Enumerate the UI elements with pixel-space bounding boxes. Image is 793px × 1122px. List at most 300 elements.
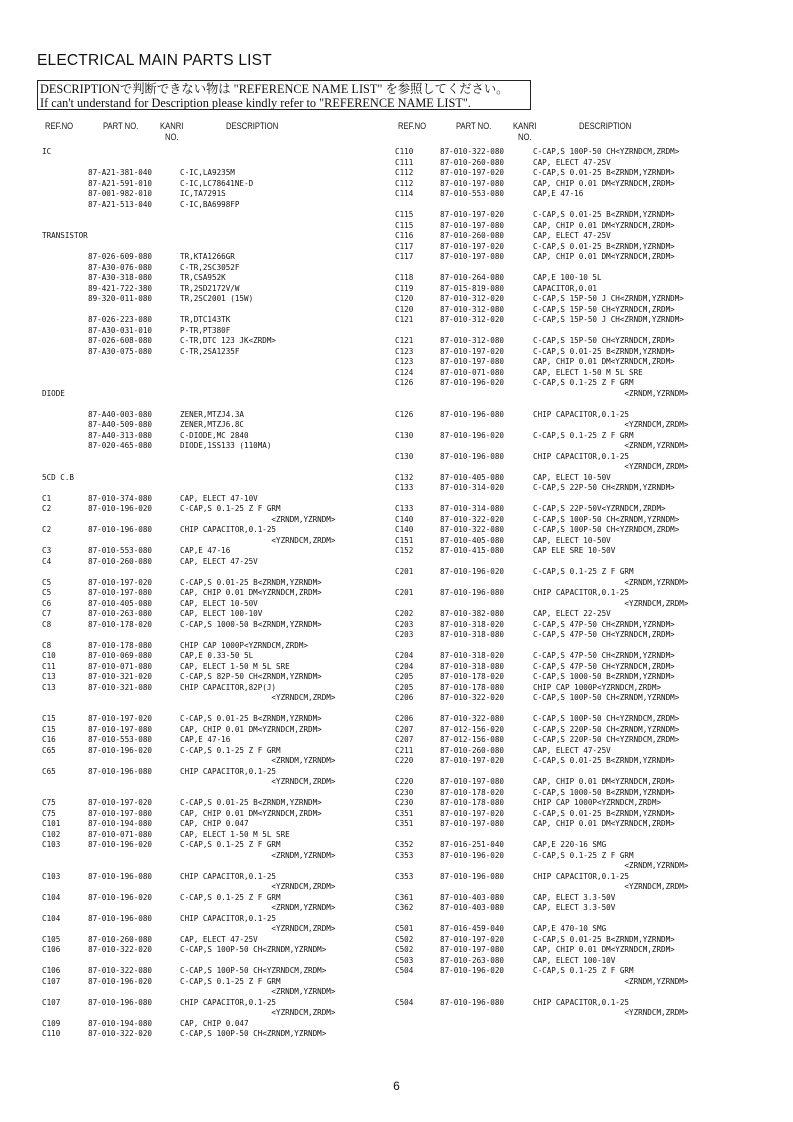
- row-part-no: 87-A40-313-080: [88, 430, 153, 440]
- row-description: C-IC,LC78641NE-D: [180, 178, 254, 188]
- row-part-no: 87-010-322-080: [440, 714, 505, 723]
- row-description: <ZRNDM,YZRNDM>: [533, 861, 689, 870]
- row-ref-no: C102: [42, 829, 61, 839]
- row-ref-no: C121: [395, 336, 414, 345]
- row-ref-no: C132: [395, 472, 414, 482]
- row-part-no: 87-010-312-020: [440, 315, 505, 324]
- row-description: C-CAP,S 0.1-25 Z F GRM: [180, 840, 281, 849]
- parts-row: [395, 567, 755, 578]
- row-description: <YZRNDCM,ZRDM>: [533, 882, 689, 891]
- row-ref-no: C361: [395, 892, 414, 902]
- row-description: <ZRNDM,YZRNDM>: [533, 388, 689, 398]
- row-ref-no: C6: [42, 598, 52, 608]
- row-ref-no: C362: [395, 903, 414, 912]
- parts-row: [37, 1008, 387, 1019]
- row-description: P-TR,PT380F: [180, 325, 231, 335]
- parts-row: [395, 777, 755, 788]
- row-part-no: 87-010-196-080: [88, 997, 153, 1007]
- parts-row: [395, 179, 755, 190]
- parts-row: [37, 357, 387, 368]
- row-description: C-CAP,S 100P-50 CH<ZRNDM,YZRNDM>: [180, 945, 327, 954]
- row-part-no: 87-010-196-020: [440, 850, 505, 860]
- parts-row: [395, 158, 755, 169]
- row-part-no: 87-A21-591-010: [88, 178, 153, 188]
- row-description: <YZRNDCM,ZRDM>: [533, 462, 689, 471]
- row-description: TR,2SD2172V/W: [180, 283, 240, 293]
- row-description: CAP, ELECT 10-50V: [180, 598, 258, 608]
- row-ref-no: C220: [395, 756, 414, 765]
- row-description: C-CAP,S 1000-50 B<ZRNDM,YZRNDM>: [180, 619, 322, 629]
- row-part-no: 87-010-553-080: [440, 189, 505, 198]
- row-ref-no: C103: [42, 840, 61, 849]
- parts-row: [395, 557, 755, 568]
- row-part-no: 87-010-196-020: [440, 567, 505, 576]
- parts-row: [37, 882, 387, 893]
- row-description: C-DIODE,MC 2840: [180, 430, 249, 440]
- row-description: CAPACITOR,0.01: [533, 283, 598, 293]
- row-ref-no: C501: [395, 924, 414, 933]
- row-description: <YZRNDCM,ZRDM>: [180, 882, 336, 891]
- parts-row: [37, 504, 387, 515]
- row-description: CAP,E 47-16: [533, 189, 584, 198]
- row-ref-no: C353: [395, 871, 414, 881]
- row-description: C-CAP,S 100P-50 CH<YZRNDCM,ZRDM>: [533, 147, 680, 156]
- row-ref-no: C3: [42, 546, 52, 555]
- parts-row: [37, 651, 387, 662]
- row-ref-no: C201: [395, 567, 414, 576]
- header-kanri-no: NO.: [165, 132, 179, 142]
- row-part-no: 87-010-322-020: [440, 693, 505, 702]
- parts-row: [395, 1008, 755, 1019]
- row-part-no: 87-010-318-080: [440, 661, 505, 671]
- row-part-no: 87-010-312-080: [440, 336, 505, 345]
- row-part-no: 87-015-819-080: [440, 283, 505, 293]
- parts-row: [37, 347, 387, 358]
- parts-row: [395, 704, 755, 715]
- parts-row: [395, 840, 755, 851]
- row-ref-no: C4: [42, 556, 52, 566]
- parts-row: [37, 704, 387, 715]
- row-description: C-CAP,S 0.01-25 B<ZRNDM,YZRNDM>: [533, 934, 675, 944]
- row-description: CAP, CHIP 0.01 DM<YZRNDCM,ZRDM>: [180, 724, 322, 734]
- row-ref-no: C11: [42, 661, 56, 671]
- parts-row: [37, 336, 387, 347]
- row-ref-no: C116: [395, 231, 414, 240]
- row-part-no: 87-010-194-080: [88, 819, 153, 828]
- row-description: C-CAP,S 15P-50 CH<YZRNDCM,ZRDM>: [533, 336, 675, 345]
- row-ref-no: C133: [395, 504, 414, 513]
- row-part-no: 87-010-196-080: [440, 409, 505, 419]
- parts-row: [37, 620, 387, 631]
- row-description: C-TR,2SC3052F: [180, 262, 240, 272]
- parts-row: [37, 935, 387, 946]
- row-ref-no: C126: [395, 409, 414, 419]
- row-part-no: 87-010-403-080: [440, 903, 505, 912]
- row-ref-no: C124: [395, 367, 414, 377]
- row-description: CAP, ELECT 10-50V: [533, 472, 611, 482]
- row-ref-no: C130: [395, 451, 414, 461]
- row-part-no: 87-010-382-080: [440, 609, 505, 618]
- row-ref-no: C65: [42, 745, 56, 755]
- row-ref-no: C5: [42, 577, 52, 587]
- row-description: <ZRNDM,YZRNDM>: [180, 514, 336, 524]
- row-part-no: 87-010-197-020: [440, 346, 505, 356]
- row-part-no: 87-010-405-080: [88, 598, 153, 608]
- parts-row: [395, 935, 755, 946]
- parts-row: [395, 609, 755, 620]
- row-part-no: 87-010-197-080: [88, 808, 153, 818]
- row-part-no: 87-010-322-020: [88, 1029, 153, 1038]
- row-ref-no: C105: [42, 934, 61, 944]
- parts-row: [37, 872, 387, 883]
- row-description: C-CAP,S 0.01-25 B<ZRNDM,YZRNDM>: [533, 241, 675, 251]
- row-part-no: 87-010-196-080: [88, 913, 153, 923]
- parts-row: [37, 242, 387, 253]
- parts-row: [395, 714, 755, 725]
- row-ref-no: C7: [42, 609, 52, 618]
- header-description: DESCRIPTION: [579, 121, 632, 131]
- row-description: ZENER,MTZJ4.3A: [180, 409, 245, 419]
- parts-row: [37, 284, 387, 295]
- row-description: CHIP CAPACITOR,0.1-25: [533, 409, 630, 419]
- row-description: <ZRNDM,YZRNDM>: [180, 987, 336, 996]
- row-ref-no: C104: [42, 913, 61, 923]
- row-part-no: 87-010-197-080: [440, 819, 505, 828]
- row-part-no: 87-010-197-080: [440, 252, 505, 261]
- row-part-no: 87-010-263-080: [440, 955, 505, 965]
- parts-row: [395, 725, 755, 736]
- header-kanri: KANRI: [513, 121, 537, 131]
- row-ref-no: C220: [395, 777, 414, 786]
- parts-row: [37, 210, 387, 221]
- row-part-no: 87-010-196-020: [88, 745, 153, 755]
- parts-row: [37, 987, 387, 998]
- row-part-no: 87-010-178-080: [88, 640, 153, 650]
- row-part-no: 87-012-156-080: [440, 735, 505, 744]
- parts-row: [37, 819, 387, 830]
- parts-row: [395, 462, 755, 473]
- row-ref-no: C351: [395, 819, 414, 828]
- row-description: CHIP CAPACITOR,0.1-25: [533, 871, 630, 881]
- parts-row: [37, 693, 387, 704]
- row-ref-no: C2: [42, 504, 52, 513]
- row-ref-no: C75: [42, 798, 56, 807]
- parts-row: [37, 200, 387, 211]
- parts-row: [395, 599, 755, 610]
- row-description: CAP, ELECT 47-25V: [180, 556, 258, 566]
- parts-row: [37, 746, 387, 757]
- parts-row: [37, 578, 387, 589]
- parts-row: [395, 378, 755, 389]
- parts-row: [37, 546, 387, 557]
- row-part-no: 87-010-071-080: [88, 829, 153, 839]
- parts-row: [395, 200, 755, 211]
- parts-row: [37, 294, 387, 305]
- row-ref-no: C117: [395, 241, 414, 251]
- row-description: C-CAP,S 0.01-25 B<ZRNDM,YZRNDM>: [533, 756, 675, 765]
- parts-row: [395, 620, 755, 631]
- row-description: C-CAP,S 0.1-25 Z F GRM: [180, 745, 281, 755]
- row-description: <YZRNDCM,ZRDM>: [180, 1008, 336, 1017]
- parts-row: [395, 987, 755, 998]
- row-part-no: 87-A30-318-080: [88, 273, 153, 282]
- row-ref-no: C351: [395, 808, 414, 818]
- row-description: C-CAP,S 47P-50 CH<YZRNDCM,ZRDM>: [533, 630, 675, 639]
- row-description: C-CAP,S 0.1-25 Z F GRM: [533, 430, 634, 440]
- row-part-no: 87-010-196-020: [88, 504, 153, 513]
- row-description: CHIP CAP 1000P<YZRNDCM,ZRDM>: [533, 798, 662, 807]
- parts-row: [395, 641, 755, 652]
- row-description: <YZRNDCM,ZRDM>: [533, 1008, 689, 1017]
- row-description: CAP, CHIP 0.01 DM<YZRNDCM,ZRDM>: [533, 945, 675, 954]
- parts-row: [395, 536, 755, 547]
- row-ref-no: C101: [42, 819, 61, 828]
- row-part-no: 87-010-312-080: [440, 304, 505, 314]
- row-ref-no: C8: [42, 640, 52, 650]
- row-description: CAP, ELECT 1-50 M 5L SRE: [533, 367, 643, 377]
- row-part-no: 87-010-196-080: [440, 997, 505, 1007]
- header-ref-no: REF.NO: [45, 121, 74, 131]
- parts-row: [395, 168, 755, 179]
- row-description: C-IC,BA6998FP: [180, 199, 240, 209]
- row-description: C-CAP,S 0.01-25 B<ZRNDM,YZRNDM>: [180, 798, 322, 807]
- parts-row: [37, 452, 387, 463]
- parts-row: [395, 578, 755, 589]
- row-part-no: 87-001-982-010: [88, 189, 153, 198]
- row-description: CAP, CHIP 0.047: [180, 1018, 249, 1028]
- parts-row: [37, 756, 387, 767]
- parts-row: [37, 368, 387, 379]
- row-part-no: 87-026-608-080: [88, 336, 153, 345]
- parts-row: [395, 630, 755, 641]
- row-description: CHIP CAPACITOR,0.1-25: [533, 451, 630, 461]
- row-ref-no: C112: [395, 178, 414, 188]
- parts-row: [395, 452, 755, 463]
- parts-row: [395, 263, 755, 274]
- parts-row: [395, 851, 755, 862]
- parts-row: [395, 966, 755, 977]
- parts-row: [37, 599, 387, 610]
- row-part-no: 87-010-197-020: [88, 577, 153, 587]
- row-description: CAP, CHIP 0.01 DM<YZRNDCM,ZRDM>: [533, 819, 675, 828]
- row-part-no: 87-A40-003-080: [88, 409, 153, 419]
- row-part-no: 87-A21-381-040: [88, 168, 153, 177]
- row-part-no: 87-010-178-020: [88, 619, 153, 629]
- row-part-no: 87-010-196-020: [440, 966, 505, 975]
- parts-row: [37, 378, 387, 389]
- row-part-no: 87-010-196-020: [88, 840, 153, 849]
- row-part-no: 87-010-197-080: [88, 724, 153, 734]
- parts-row: [395, 473, 755, 484]
- row-description: CHIP CAPACITOR,0.1-25: [180, 766, 277, 776]
- row-ref-no: C5: [42, 588, 52, 597]
- header-kanri-no: NO.: [518, 132, 532, 142]
- row-description: <YZRNDCM,ZRDM>: [180, 777, 336, 786]
- parts-row: [37, 914, 387, 925]
- row-ref-no: C104: [42, 892, 61, 902]
- row-ref-no: C206: [395, 693, 414, 702]
- row-description: C-CAP,S 1000-50 B<ZRNDM,YZRNDM>: [533, 787, 675, 797]
- row-part-no: 87-010-260-080: [440, 231, 505, 240]
- row-description: <YZRNDCM,ZRDM>: [180, 535, 336, 545]
- row-ref-no: C504: [395, 966, 414, 975]
- row-ref-no: C230: [395, 798, 414, 807]
- parts-row: [395, 515, 755, 526]
- parts-row: [37, 809, 387, 820]
- parts-row: [395, 861, 755, 872]
- row-ref-no: C75: [42, 808, 56, 818]
- row-ref-no: C126: [395, 378, 414, 387]
- parts-row: [37, 630, 387, 641]
- parts-row: [395, 494, 755, 505]
- parts-row: [395, 294, 755, 305]
- parts-row: [37, 189, 387, 200]
- row-part-no: 87-010-196-080: [88, 766, 153, 776]
- row-description: C-CAP,S 82P-50 CH<ZRNDM,YZRNDM>: [180, 672, 322, 681]
- parts-row: [37, 326, 387, 337]
- row-part-no: 87-010-178-020: [440, 672, 505, 681]
- notice-line-japanese: DESCRIPTIONで判断できない物は "REFERENCE NAME LIST" を参照してください。: [40, 82, 509, 96]
- row-part-no: 87-010-069-080: [88, 651, 153, 660]
- row-part-no: 87-010-197-080: [440, 777, 505, 786]
- parts-row: [395, 924, 755, 935]
- row-description: CAP, ELECT 3.3-50V: [533, 892, 616, 902]
- parts-row: [37, 641, 387, 652]
- parts-row: [395, 662, 755, 673]
- row-description: C-CAP,S 15P-50 CH<YZRNDCM,ZRDM>: [533, 304, 675, 314]
- row-ref-no: C15: [42, 714, 56, 723]
- parts-row: [37, 672, 387, 683]
- row-part-no: 87-010-197-020: [440, 934, 505, 944]
- row-description: C-CAP,S 0.01-25 B<ZRNDM,YZRNDM>: [180, 714, 322, 723]
- row-part-no: 87-010-197-080: [440, 220, 505, 230]
- parts-row: [395, 441, 755, 452]
- row-part-no: 89-421-722-380: [88, 283, 153, 293]
- row-description: CAP, ELECT 3.3-50V: [533, 903, 616, 912]
- parts-row: [37, 525, 387, 536]
- parts-row: [395, 410, 755, 421]
- row-description: <ZRNDM,YZRNDM>: [533, 976, 689, 986]
- parts-row: [37, 252, 387, 263]
- parts-row: [395, 357, 755, 368]
- row-description: CHIP CAP 1000P<YZRNDCM,ZRDM>: [180, 640, 309, 650]
- row-ref-no: 5CD C.B: [42, 472, 75, 482]
- row-ref-no: C130: [395, 430, 414, 440]
- row-description: C-CAP,S 0.01-25 B<ZRNDM,YZRNDM>: [180, 577, 322, 587]
- row-description: CAP, ELECT 47-10V: [180, 493, 258, 503]
- row-ref-no: C205: [395, 672, 414, 681]
- row-part-no: 87-010-196-080: [88, 871, 153, 881]
- row-ref-no: C140: [395, 525, 414, 534]
- row-part-no: 87-010-196-080: [440, 588, 505, 597]
- row-part-no: 87-010-197-020: [440, 808, 505, 818]
- row-description: C-CAP,S 47P-50 CH<ZRNDM,YZRNDM>: [533, 651, 675, 660]
- parts-row: [395, 525, 755, 536]
- parts-row: [37, 1019, 387, 1030]
- row-part-no: 87-010-178-080: [440, 798, 505, 807]
- row-description: CAP, ELECT 1-50 M 5L SRE: [180, 829, 290, 839]
- row-part-no: 87-010-314-080: [440, 504, 505, 513]
- row-ref-no: C65: [42, 766, 56, 776]
- parts-row: [37, 168, 387, 179]
- row-description: C-CAP,S 22P-50 CH<ZRNDM,YZRNDM>: [533, 483, 675, 492]
- parts-row: [395, 305, 755, 316]
- row-description: C-CAP,S 0.01-25 B<ZRNDM,YZRNDM>: [533, 210, 675, 219]
- row-description: <ZRNDM,YZRNDM>: [533, 441, 689, 450]
- header-part-no: PART NO.: [103, 121, 139, 131]
- row-part-no: 87-010-312-020: [440, 294, 505, 303]
- parts-row: [37, 1029, 387, 1040]
- row-ref-no: C106: [42, 945, 61, 954]
- row-part-no: 87-016-459-040: [440, 924, 505, 933]
- row-ref-no: C203: [395, 630, 414, 639]
- row-description: C-CAP,S 0.1-25 Z F GRM: [533, 966, 634, 975]
- parts-row: [37, 473, 387, 484]
- row-description: C-CAP,S 220P-50 CH<YZRNDCM,ZRDM>: [533, 735, 680, 744]
- parts-row: [395, 389, 755, 400]
- row-part-no: 87-010-196-020: [88, 976, 153, 986]
- row-description: CAP, CHIP 0.01 DM<YZRNDCM,ZRDM>: [533, 777, 675, 786]
- row-description: CAP,E 220-16 SMG: [533, 840, 607, 849]
- row-description: ZENER,MTZJ6.8C: [180, 420, 245, 429]
- parts-row: [395, 242, 755, 253]
- row-description: <ZRNDM,YZRNDM>: [533, 577, 689, 587]
- parts-row: [395, 431, 755, 442]
- row-part-no: 87-020-465-080: [88, 441, 153, 450]
- row-ref-no: C8: [42, 619, 52, 629]
- row-ref-no: C123: [395, 357, 414, 366]
- row-ref-no: C352: [395, 840, 414, 849]
- row-description: CAP, CHIP 0.01 DM<YZRNDCM,ZRDM>: [533, 252, 675, 261]
- row-description: CAP,E 47-16: [180, 546, 231, 555]
- row-part-no: 87-010-318-080: [440, 630, 505, 639]
- header-part-no: PART NO.: [456, 121, 492, 131]
- row-description: CAP,E 470-10 SMG: [533, 924, 607, 933]
- row-description: TR,DTC143TK: [180, 315, 231, 324]
- parts-row: [395, 830, 755, 841]
- row-description: CAP, ELECT 22-25V: [533, 609, 611, 618]
- parts-row: [395, 798, 755, 809]
- parts-row: [395, 872, 755, 883]
- row-description: C-CAP,S 22P-50V<YZRNDCM,ZRDM>: [533, 504, 666, 513]
- parts-row: [37, 158, 387, 169]
- parts-row: [37, 945, 387, 956]
- row-ref-no: C110: [42, 1029, 61, 1038]
- parts-row: [395, 147, 755, 158]
- parts-row: [395, 273, 755, 284]
- parts-row: [37, 977, 387, 988]
- row-part-no: 87-010-197-020: [88, 798, 153, 807]
- parts-row: [395, 819, 755, 830]
- row-ref-no: DIODE: [42, 388, 65, 398]
- row-part-no: 87-016-251-040: [440, 840, 505, 849]
- parts-row: [37, 903, 387, 914]
- parts-column-right: [395, 147, 755, 1019]
- row-part-no: 87-026-223-080: [88, 315, 153, 324]
- parts-row: [395, 368, 755, 379]
- parts-row: [37, 777, 387, 788]
- parts-row: [37, 536, 387, 547]
- row-ref-no: C502: [395, 945, 414, 954]
- parts-row: [37, 315, 387, 326]
- row-ref-no: C107: [42, 997, 61, 1007]
- parts-row: [395, 588, 755, 599]
- row-description: C-CAP,S 0.01-25 B<ZRNDM,YZRNDM>: [533, 346, 675, 356]
- row-ref-no: C106: [42, 966, 61, 975]
- parts-row: [37, 662, 387, 673]
- row-part-no: 87-010-322-020: [88, 945, 153, 954]
- row-ref-no: C353: [395, 850, 414, 860]
